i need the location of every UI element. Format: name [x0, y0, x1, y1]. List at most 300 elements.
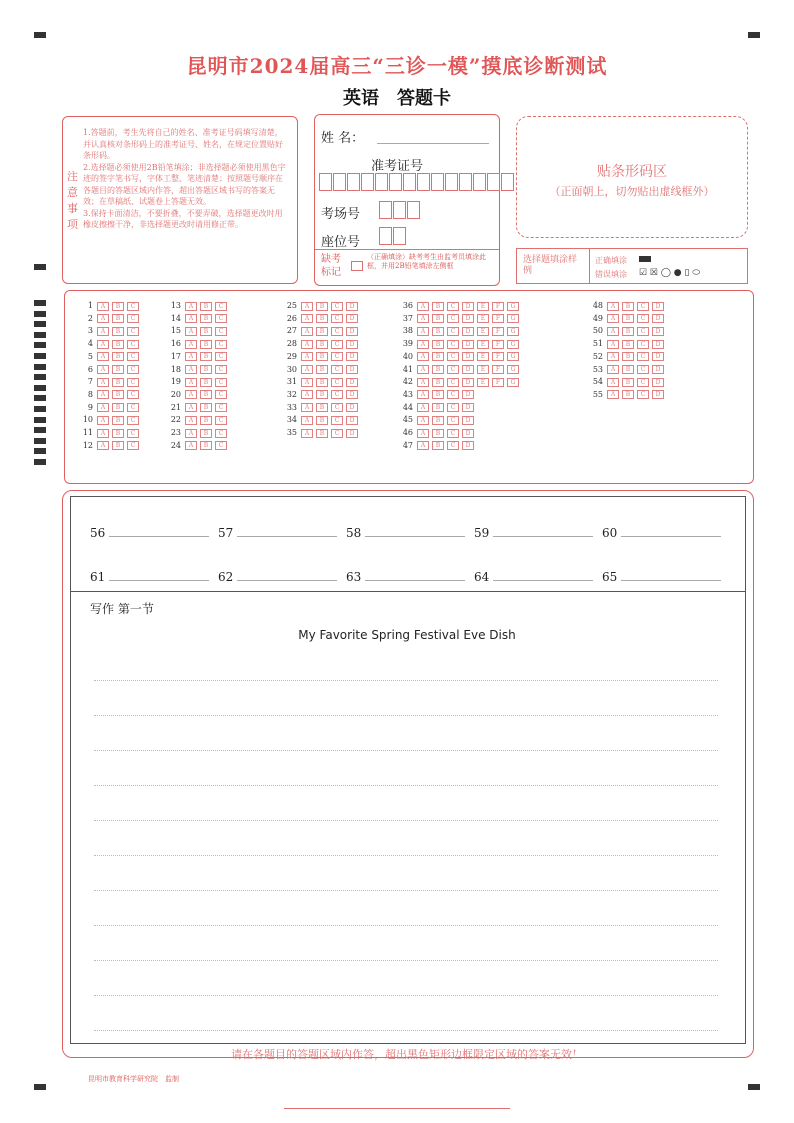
- option-bubble[interactable]: A: [97, 390, 109, 399]
- option-bubble[interactable]: A: [607, 327, 619, 336]
- option-bubble[interactable]: C: [127, 314, 139, 323]
- option-bubble[interactable]: A: [185, 327, 197, 336]
- timing-mark: [34, 438, 46, 444]
- option-bubble[interactable]: B: [112, 314, 124, 323]
- question-number: 51: [592, 339, 603, 349]
- option-bubble[interactable]: G: [507, 314, 519, 323]
- option-bubble[interactable]: A: [97, 365, 109, 374]
- option-bubble[interactable]: E: [477, 352, 489, 361]
- writing-line[interactable]: [94, 1030, 718, 1031]
- option-bubble[interactable]: B: [432, 429, 444, 438]
- question-number: 36: [402, 301, 413, 310]
- option-bubble[interactable]: A: [185, 390, 197, 399]
- option-bubble[interactable]: A: [607, 365, 619, 374]
- blank-answer[interactable]: [346, 570, 465, 584]
- option-bubble[interactable]: A: [185, 352, 197, 361]
- question-row: [79, 326, 142, 336]
- option-bubble[interactable]: C: [331, 327, 343, 336]
- option-bubble[interactable]: C: [127, 403, 139, 412]
- barcode-area: [516, 116, 748, 238]
- option-bubble[interactable]: D: [462, 314, 474, 323]
- blank-line[interactable]: [237, 536, 337, 537]
- option-bubble[interactable]: A: [301, 314, 313, 323]
- option-bubble[interactable]: A: [607, 378, 619, 387]
- option-bubble[interactable]: D: [462, 340, 474, 349]
- option-bubble[interactable]: C: [331, 314, 343, 323]
- option-bubble[interactable]: B: [112, 340, 124, 349]
- writing-line[interactable]: [94, 820, 718, 821]
- blank-line[interactable]: [493, 580, 593, 581]
- question-row: [167, 390, 230, 400]
- blank-answer[interactable]: [90, 526, 209, 540]
- option-bubble[interactable]: C: [331, 416, 343, 425]
- question-row: [589, 339, 667, 349]
- timing-mark: [34, 417, 46, 423]
- option-bubble[interactable]: B: [112, 352, 124, 361]
- writing-line[interactable]: [94, 715, 718, 716]
- question-row: [399, 339, 522, 349]
- option-bubble[interactable]: C: [447, 441, 459, 450]
- option-bubble[interactable]: E: [477, 378, 489, 387]
- option-bubble[interactable]: A: [607, 314, 619, 323]
- option-bubble[interactable]: C: [127, 340, 139, 349]
- option-bubble[interactable]: D: [462, 352, 474, 361]
- option-bubble[interactable]: A: [301, 340, 313, 349]
- option-bubble[interactable]: A: [301, 378, 313, 387]
- option-bubble[interactable]: D: [346, 340, 358, 349]
- blank-number: 60: [602, 526, 618, 540]
- option-bubble[interactable]: A: [301, 302, 313, 311]
- blank-answer[interactable]: [218, 526, 337, 540]
- option-bubble[interactable]: C: [637, 365, 649, 374]
- option-bubble[interactable]: A: [97, 327, 109, 336]
- question-row: [79, 441, 142, 451]
- option-bubble[interactable]: B: [432, 378, 444, 387]
- question-row: [79, 314, 142, 324]
- question-row: [283, 339, 361, 349]
- option-bubble[interactable]: A: [607, 352, 619, 361]
- option-bubble[interactable]: B: [316, 340, 328, 349]
- option-bubble[interactable]: B: [622, 378, 634, 387]
- option-bubble[interactable]: B: [622, 390, 634, 399]
- question-number: 33: [286, 402, 297, 412]
- option-bubble[interactable]: B: [112, 365, 124, 374]
- option-bubble[interactable]: B: [432, 441, 444, 450]
- option-bubble[interactable]: C: [127, 302, 139, 311]
- option-bubble[interactable]: B: [316, 327, 328, 336]
- question-number: 30: [286, 364, 297, 374]
- option-bubble[interactable]: A: [185, 302, 197, 311]
- writing-line[interactable]: [94, 680, 718, 681]
- option-bubble[interactable]: B: [200, 429, 212, 438]
- option-bubble[interactable]: C: [127, 365, 139, 374]
- option-bubble[interactable]: A: [417, 429, 429, 438]
- option-bubble[interactable]: A: [607, 390, 619, 399]
- option-bubble[interactable]: B: [200, 340, 212, 349]
- option-bubble[interactable]: A: [301, 352, 313, 361]
- writing-line[interactable]: [94, 925, 718, 926]
- option-bubble[interactable]: D: [462, 327, 474, 336]
- option-bubble[interactable]: D: [346, 416, 358, 425]
- option-bubble[interactable]: A: [417, 403, 429, 412]
- room-number-cells[interactable]: [379, 201, 421, 219]
- question-row: [399, 403, 477, 413]
- option-bubble[interactable]: A: [607, 340, 619, 349]
- option-bubble[interactable]: B: [200, 416, 212, 425]
- option-bubble[interactable]: C: [331, 365, 343, 374]
- option-bubble[interactable]: B: [112, 441, 124, 450]
- option-bubble[interactable]: E: [477, 314, 489, 323]
- option-bubble[interactable]: C: [637, 340, 649, 349]
- option-bubble[interactable]: D: [652, 365, 664, 374]
- seat-number-cells[interactable]: [379, 227, 407, 245]
- option-bubble[interactable]: D: [652, 302, 664, 311]
- ticket-number-cells[interactable]: [319, 173, 515, 191]
- option-bubble[interactable]: B: [432, 340, 444, 349]
- option-bubble[interactable]: B: [316, 416, 328, 425]
- option-bubble[interactable]: A: [417, 378, 429, 387]
- blank-line[interactable]: [237, 580, 337, 581]
- question-row: [283, 314, 361, 324]
- option-bubble[interactable]: C: [127, 352, 139, 361]
- writing-line[interactable]: [94, 890, 718, 891]
- option-bubble[interactable]: A: [97, 429, 109, 438]
- option-bubble[interactable]: C: [447, 378, 459, 387]
- absent-checkbox[interactable]: [351, 261, 363, 271]
- option-bubble[interactable]: D: [652, 378, 664, 387]
- option-bubble[interactable]: A: [185, 314, 197, 323]
- seat-label: 座位号: [321, 235, 361, 250]
- option-bubble[interactable]: A: [301, 403, 313, 412]
- option-bubble[interactable]: C: [331, 352, 343, 361]
- option-bubble[interactable]: G: [507, 378, 519, 387]
- option-bubble[interactable]: G: [507, 365, 519, 374]
- absent-note: （正确填涂）缺考考生由监考员填涂此框，并用2B铅笔填涂左侧框: [367, 253, 486, 270]
- option-bubble[interactable]: C: [331, 390, 343, 399]
- option-bubble[interactable]: B: [200, 365, 212, 374]
- question-number: 43: [402, 389, 413, 399]
- option-bubble[interactable]: B: [200, 314, 212, 323]
- option-bubble[interactable]: B: [200, 390, 212, 399]
- option-bubble[interactable]: B: [432, 302, 444, 311]
- option-bubble[interactable]: D: [346, 365, 358, 374]
- option-bubble[interactable]: C: [331, 302, 343, 311]
- blank-line[interactable]: [109, 536, 209, 537]
- option-bubble[interactable]: F: [492, 352, 504, 361]
- question-number: 29: [286, 351, 297, 361]
- student-info-box: [314, 114, 500, 286]
- option-bubble[interactable]: A: [97, 441, 109, 450]
- blank-number: 64: [474, 570, 490, 584]
- option-bubble[interactable]: C: [637, 314, 649, 323]
- option-bubble[interactable]: B: [316, 378, 328, 387]
- option-bubble[interactable]: D: [652, 390, 664, 399]
- option-bubble[interactable]: B: [432, 390, 444, 399]
- option-bubble[interactable]: D: [346, 390, 358, 399]
- writing-line[interactable]: [94, 750, 718, 751]
- question-row: [167, 415, 230, 425]
- option-bubble[interactable]: A: [97, 416, 109, 425]
- option-bubble[interactable]: B: [622, 314, 634, 323]
- option-bubble[interactable]: D: [462, 403, 474, 412]
- question-number: 5: [87, 351, 93, 361]
- option-bubble[interactable]: D: [346, 403, 358, 412]
- writing-line[interactable]: [94, 855, 718, 856]
- option-bubble[interactable]: C: [127, 390, 139, 399]
- option-bubble[interactable]: D: [462, 441, 474, 450]
- option-bubble[interactable]: A: [301, 416, 313, 425]
- option-bubble[interactable]: A: [301, 390, 313, 399]
- option-bubble[interactable]: D: [652, 327, 664, 336]
- option-bubble[interactable]: C: [215, 429, 227, 438]
- option-bubble[interactable]: A: [97, 314, 109, 323]
- writing-line[interactable]: [94, 785, 718, 786]
- option-bubble[interactable]: C: [637, 378, 649, 387]
- option-bubble[interactable]: B: [316, 390, 328, 399]
- blank-answer[interactable]: [602, 526, 721, 540]
- option-bubble[interactable]: C: [331, 378, 343, 387]
- option-bubble[interactable]: D: [462, 429, 474, 438]
- blank-line[interactable]: [621, 580, 721, 581]
- option-bubble[interactable]: D: [346, 314, 358, 323]
- option-bubble[interactable]: C: [447, 429, 459, 438]
- question-row: [283, 415, 361, 425]
- blank-line[interactable]: [365, 580, 465, 581]
- option-bubble[interactable]: A: [607, 302, 619, 311]
- option-bubble[interactable]: A: [301, 429, 313, 438]
- option-bubble[interactable]: C: [447, 390, 459, 399]
- option-bubble[interactable]: B: [316, 429, 328, 438]
- blank-answer[interactable]: [474, 526, 593, 540]
- option-bubble[interactable]: A: [185, 378, 197, 387]
- option-bubble[interactable]: C: [215, 327, 227, 336]
- option-bubble[interactable]: C: [447, 327, 459, 336]
- option-bubble[interactable]: E: [477, 365, 489, 374]
- option-bubble[interactable]: B: [112, 302, 124, 311]
- timing-mark: [34, 332, 46, 338]
- option-bubble[interactable]: C: [215, 441, 227, 450]
- timing-mark: [34, 459, 46, 465]
- option-bubble[interactable]: D: [652, 340, 664, 349]
- blank-answer[interactable]: [602, 570, 721, 584]
- option-bubble[interactable]: C: [331, 429, 343, 438]
- option-bubble[interactable]: A: [185, 403, 197, 412]
- option-bubble[interactable]: F: [492, 327, 504, 336]
- option-bubble[interactable]: B: [316, 302, 328, 311]
- option-bubble[interactable]: C: [447, 403, 459, 412]
- name-field[interactable]: [377, 143, 489, 144]
- writing-line[interactable]: [94, 995, 718, 996]
- option-bubble[interactable]: E: [477, 302, 489, 311]
- option-bubble[interactable]: A: [185, 429, 197, 438]
- option-bubble[interactable]: D: [652, 314, 664, 323]
- option-bubble[interactable]: A: [301, 327, 313, 336]
- blank-number: 59: [474, 526, 490, 540]
- option-bubble[interactable]: B: [622, 340, 634, 349]
- question-row: [589, 326, 667, 336]
- option-bubble[interactable]: C: [127, 441, 139, 450]
- option-bubble[interactable]: C: [215, 314, 227, 323]
- question-number: 28: [286, 339, 297, 349]
- option-bubble[interactable]: A: [97, 340, 109, 349]
- option-bubble[interactable]: B: [112, 416, 124, 425]
- blank-answer[interactable]: [346, 526, 465, 540]
- option-bubble[interactable]: A: [417, 302, 429, 311]
- option-bubble[interactable]: C: [215, 416, 227, 425]
- option-bubble[interactable]: C: [127, 416, 139, 425]
- option-bubble[interactable]: C: [127, 378, 139, 387]
- option-bubble[interactable]: B: [316, 352, 328, 361]
- option-bubble[interactable]: C: [215, 403, 227, 412]
- writing-line[interactable]: [94, 960, 718, 961]
- option-bubble[interactable]: B: [622, 302, 634, 311]
- option-bubble[interactable]: B: [112, 327, 124, 336]
- option-bubble[interactable]: C: [127, 327, 139, 336]
- option-bubble[interactable]: A: [97, 352, 109, 361]
- alignment-mark: [748, 32, 760, 38]
- timing-mark: [34, 300, 46, 306]
- question-number: 27: [286, 326, 297, 336]
- option-bubble[interactable]: C: [215, 302, 227, 311]
- option-bubble[interactable]: D: [462, 378, 474, 387]
- question-row: [79, 352, 142, 362]
- timing-mark: [34, 353, 46, 359]
- option-bubble[interactable]: B: [432, 416, 444, 425]
- option-bubble[interactable]: F: [492, 378, 504, 387]
- option-bubble[interactable]: C: [637, 390, 649, 399]
- option-bubble[interactable]: D: [462, 302, 474, 311]
- option-bubble[interactable]: G: [507, 302, 519, 311]
- option-bubble[interactable]: A: [97, 378, 109, 387]
- correct-fill-sample: [639, 256, 651, 262]
- option-bubble[interactable]: C: [637, 327, 649, 336]
- option-bubble[interactable]: D: [346, 327, 358, 336]
- option-bubble[interactable]: D: [462, 390, 474, 399]
- option-bubble[interactable]: C: [447, 302, 459, 311]
- alignment-mark: [34, 1084, 46, 1090]
- option-bubble[interactable]: B: [622, 365, 634, 374]
- option-bubble[interactable]: A: [185, 340, 197, 349]
- option-bubble[interactable]: D: [462, 365, 474, 374]
- question-row: [79, 403, 142, 413]
- option-bubble[interactable]: C: [331, 340, 343, 349]
- option-bubble[interactable]: C: [215, 390, 227, 399]
- option-bubble[interactable]: A: [185, 365, 197, 374]
- option-bubble[interactable]: B: [316, 403, 328, 412]
- option-bubble[interactable]: E: [477, 340, 489, 349]
- option-bubble[interactable]: C: [447, 314, 459, 323]
- question-number: 22: [170, 415, 181, 425]
- option-bubble[interactable]: D: [346, 429, 358, 438]
- option-bubble[interactable]: C: [127, 429, 139, 438]
- option-bubble[interactable]: A: [417, 352, 429, 361]
- option-bubble[interactable]: G: [507, 340, 519, 349]
- option-bubble[interactable]: C: [447, 352, 459, 361]
- option-bubble[interactable]: F: [492, 314, 504, 323]
- option-bubble[interactable]: B: [432, 352, 444, 361]
- option-bubble[interactable]: B: [200, 352, 212, 361]
- question-number: 25: [286, 301, 297, 310]
- option-bubble[interactable]: B: [316, 314, 328, 323]
- option-bubble[interactable]: B: [200, 327, 212, 336]
- option-bubble[interactable]: D: [652, 352, 664, 361]
- option-bubble[interactable]: G: [507, 352, 519, 361]
- option-bubble[interactable]: D: [346, 302, 358, 311]
- blank-answer[interactable]: [90, 570, 209, 584]
- option-bubble[interactable]: A: [417, 441, 429, 450]
- option-bubble[interactable]: A: [185, 416, 197, 425]
- blank-line[interactable]: [621, 536, 721, 537]
- question-number: 21: [170, 402, 181, 412]
- option-bubble[interactable]: C: [215, 365, 227, 374]
- option-bubble[interactable]: B: [622, 352, 634, 361]
- option-bubble[interactable]: B: [432, 314, 444, 323]
- option-bubble[interactable]: A: [417, 314, 429, 323]
- blank-answer[interactable]: [218, 570, 337, 584]
- option-bubble[interactable]: E: [477, 327, 489, 336]
- option-bubble[interactable]: C: [215, 340, 227, 349]
- option-bubble[interactable]: B: [432, 403, 444, 412]
- blank-answer[interactable]: [474, 570, 593, 584]
- option-bubble[interactable]: A: [97, 302, 109, 311]
- blank-line[interactable]: [109, 580, 209, 581]
- question-number: 20: [170, 389, 181, 399]
- option-bubble[interactable]: G: [507, 327, 519, 336]
- option-bubble[interactable]: A: [185, 441, 197, 450]
- option-bubble[interactable]: B: [200, 302, 212, 311]
- option-bubble[interactable]: D: [462, 416, 474, 425]
- option-bubble[interactable]: B: [200, 378, 212, 387]
- option-bubble[interactable]: B: [112, 378, 124, 387]
- option-bubble[interactable]: B: [112, 390, 124, 399]
- question-number: 37: [402, 313, 413, 323]
- option-bubble[interactable]: B: [112, 403, 124, 412]
- option-bubble[interactable]: C: [637, 352, 649, 361]
- option-bubble[interactable]: A: [417, 340, 429, 349]
- option-bubble[interactable]: C: [215, 378, 227, 387]
- option-bubble[interactable]: D: [346, 378, 358, 387]
- blank-line[interactable]: [493, 536, 593, 537]
- option-bubble[interactable]: C: [637, 302, 649, 311]
- option-bubble[interactable]: C: [447, 340, 459, 349]
- option-bubble[interactable]: C: [215, 352, 227, 361]
- option-bubble[interactable]: F: [492, 365, 504, 374]
- option-bubble[interactable]: A: [97, 403, 109, 412]
- option-bubble[interactable]: A: [301, 365, 313, 374]
- option-bubble[interactable]: B: [200, 403, 212, 412]
- notice-item: 2.选择题必须使用2B铅笔填涂；非选择题必须使用黑色字迹的签字笔书写，字体工整、笔迹清楚；按照题号顺序在各题目的答题区域内作答，超出答题区域书写的答案无效；在草稿纸、试题卷上答题无效。: [83, 162, 286, 206]
- option-bubble[interactable]: F: [492, 302, 504, 311]
- question-number: 7: [87, 377, 93, 387]
- option-bubble[interactable]: B: [112, 429, 124, 438]
- option-bubble[interactable]: B: [432, 365, 444, 374]
- barcode-note: （正面朝上，切勿贴出虚线框外）: [549, 185, 715, 198]
- option-bubble[interactable]: C: [447, 416, 459, 425]
- option-bubble[interactable]: B: [316, 365, 328, 374]
- option-bubble[interactable]: C: [331, 403, 343, 412]
- option-bubble[interactable]: A: [417, 365, 429, 374]
- option-bubble[interactable]: D: [346, 352, 358, 361]
- option-bubble[interactable]: B: [432, 327, 444, 336]
- option-bubble[interactable]: A: [417, 390, 429, 399]
- option-bubble[interactable]: A: [417, 416, 429, 425]
- option-bubble[interactable]: C: [447, 365, 459, 374]
- option-bubble[interactable]: B: [200, 441, 212, 450]
- option-bubble[interactable]: F: [492, 340, 504, 349]
- option-bubble[interactable]: B: [622, 327, 634, 336]
- option-bubble[interactable]: A: [417, 327, 429, 336]
- blank-line[interactable]: [365, 536, 465, 537]
